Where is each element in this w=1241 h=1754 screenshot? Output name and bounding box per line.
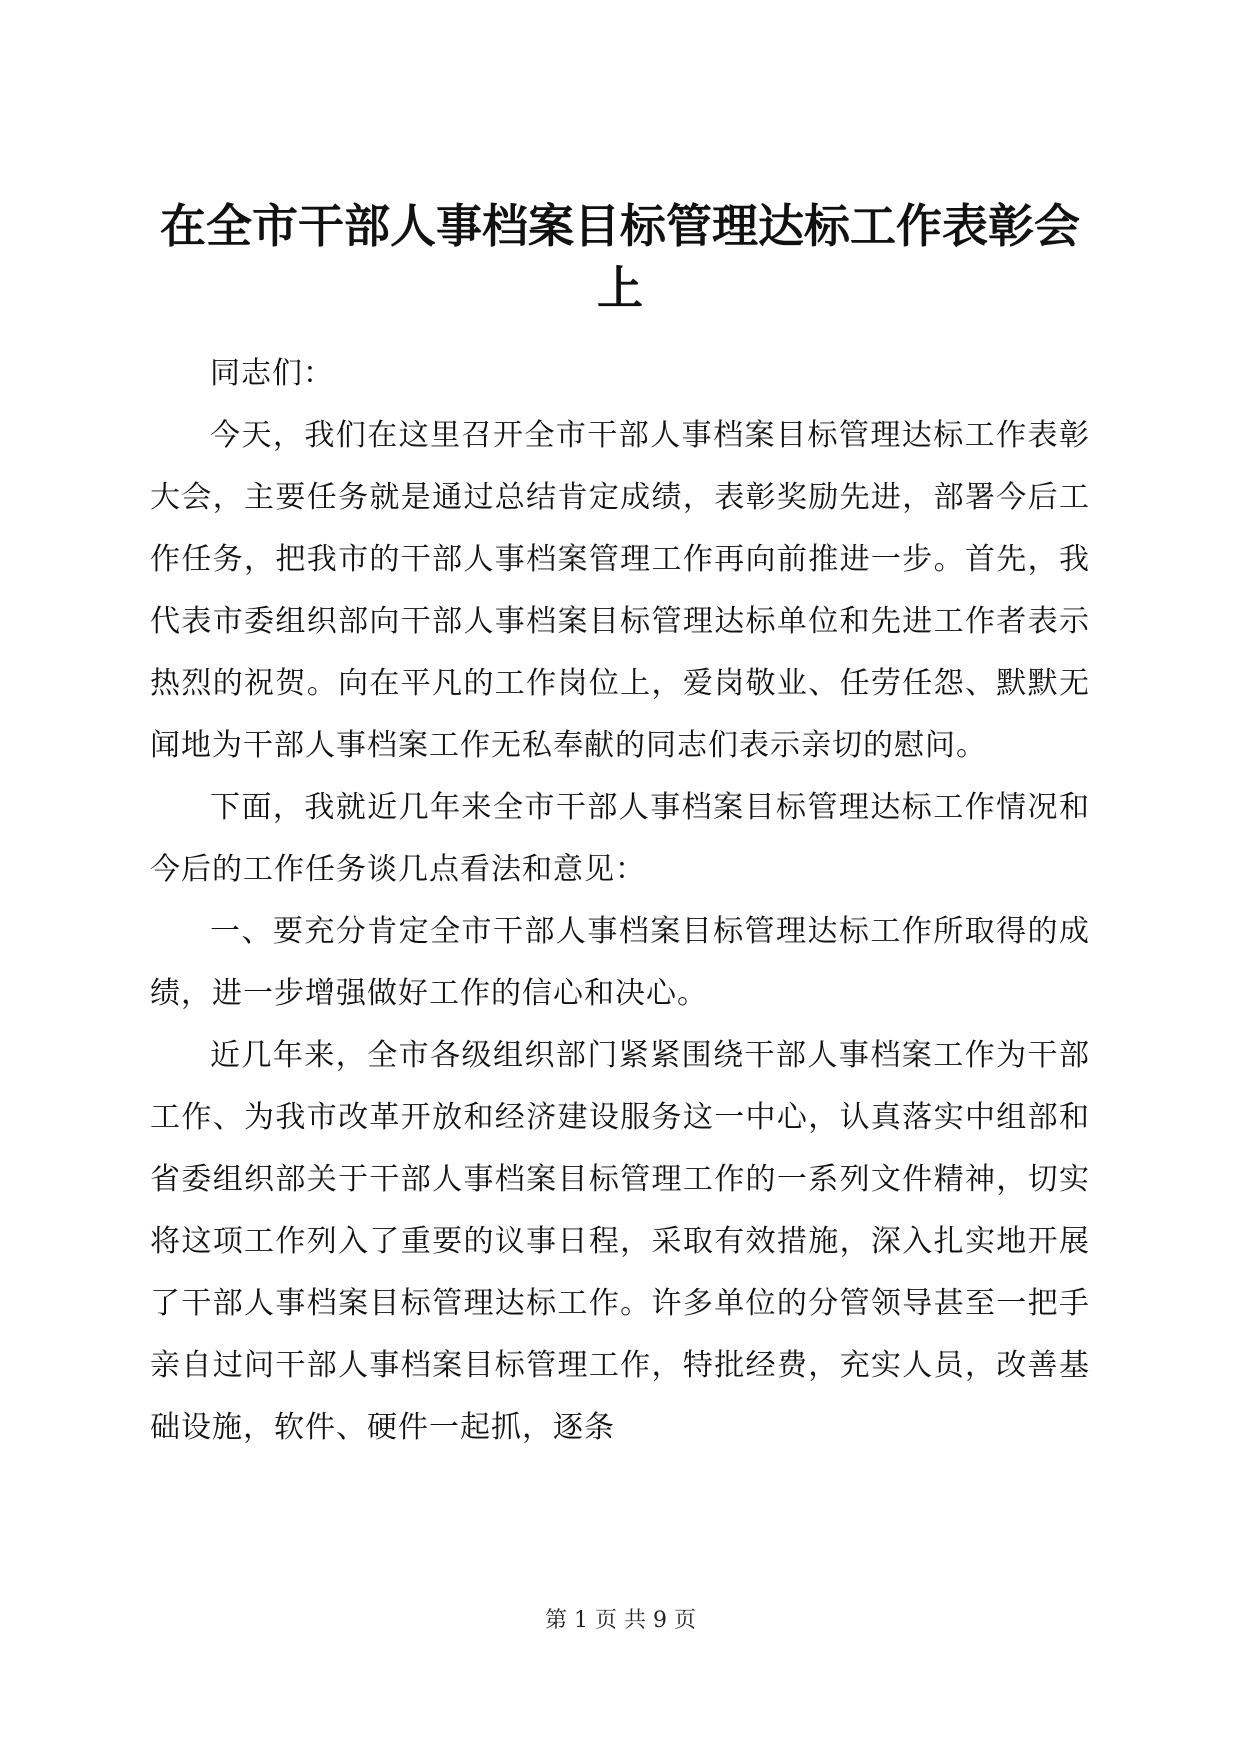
body-paragraph: 近几年来，全市各级组织部门紧紧围绕干部人事档案工作为干部工作、为我市改革开放和经济建设服务这一中心，认真落实中组部和省委组织部关于干部人事档案目标管理工作的一系列文件精神，切实将这项工作列入了重要的议事日程，采取有效措施，深入扎实地开展了干部人事档案目标管理达标工作。许多单位的分管领导甚至一把手亲自过问干部人事档案目标管理工作，特批经费，充实人员，改善基础设施，软件、硬件一起抓，逐条 <box>150 1038 1090 1445</box>
salutation-paragraph: 同志们： <box>210 356 334 391</box>
body-paragraph: 下面，我就近几年来全市干部人事档案目标管理达标工作情况和今后的工作任务谈几点看法和意见： <box>150 790 1090 887</box>
body-paragraph: 今天，我们在这里召开全市干部人事档案目标管理达标工作表彰大会，主要任务就是通过总结肯定成绩，表彰奖励先进，部署今后工作任务，把我市的干部人事档案管理工作再向前推进一步。首先，我代表市委组织部向干部人事档案目标管理达标单位和先进工作者表示热烈的祝贺。向在平凡的工作岗位上，爱岗敬业、任劳任怨、默默无闻地为干部人事档案工作无私奉献的同志们表示亲切的慰问。 <box>150 418 1090 763</box>
document-title: 在全市干部人事档案目标管理达标工作表彰会上 <box>160 199 1080 315</box>
page-footer: 第 1 页 共 9 页 <box>545 1608 696 1633</box>
document-body <box>150 343 1090 1459</box>
section-heading-paragraph: 一、要充分肯定全市干部人事档案目标管理达标工作所取得的成绩，进一步增强做好工作的信心和决心。 <box>150 914 1090 1011</box>
